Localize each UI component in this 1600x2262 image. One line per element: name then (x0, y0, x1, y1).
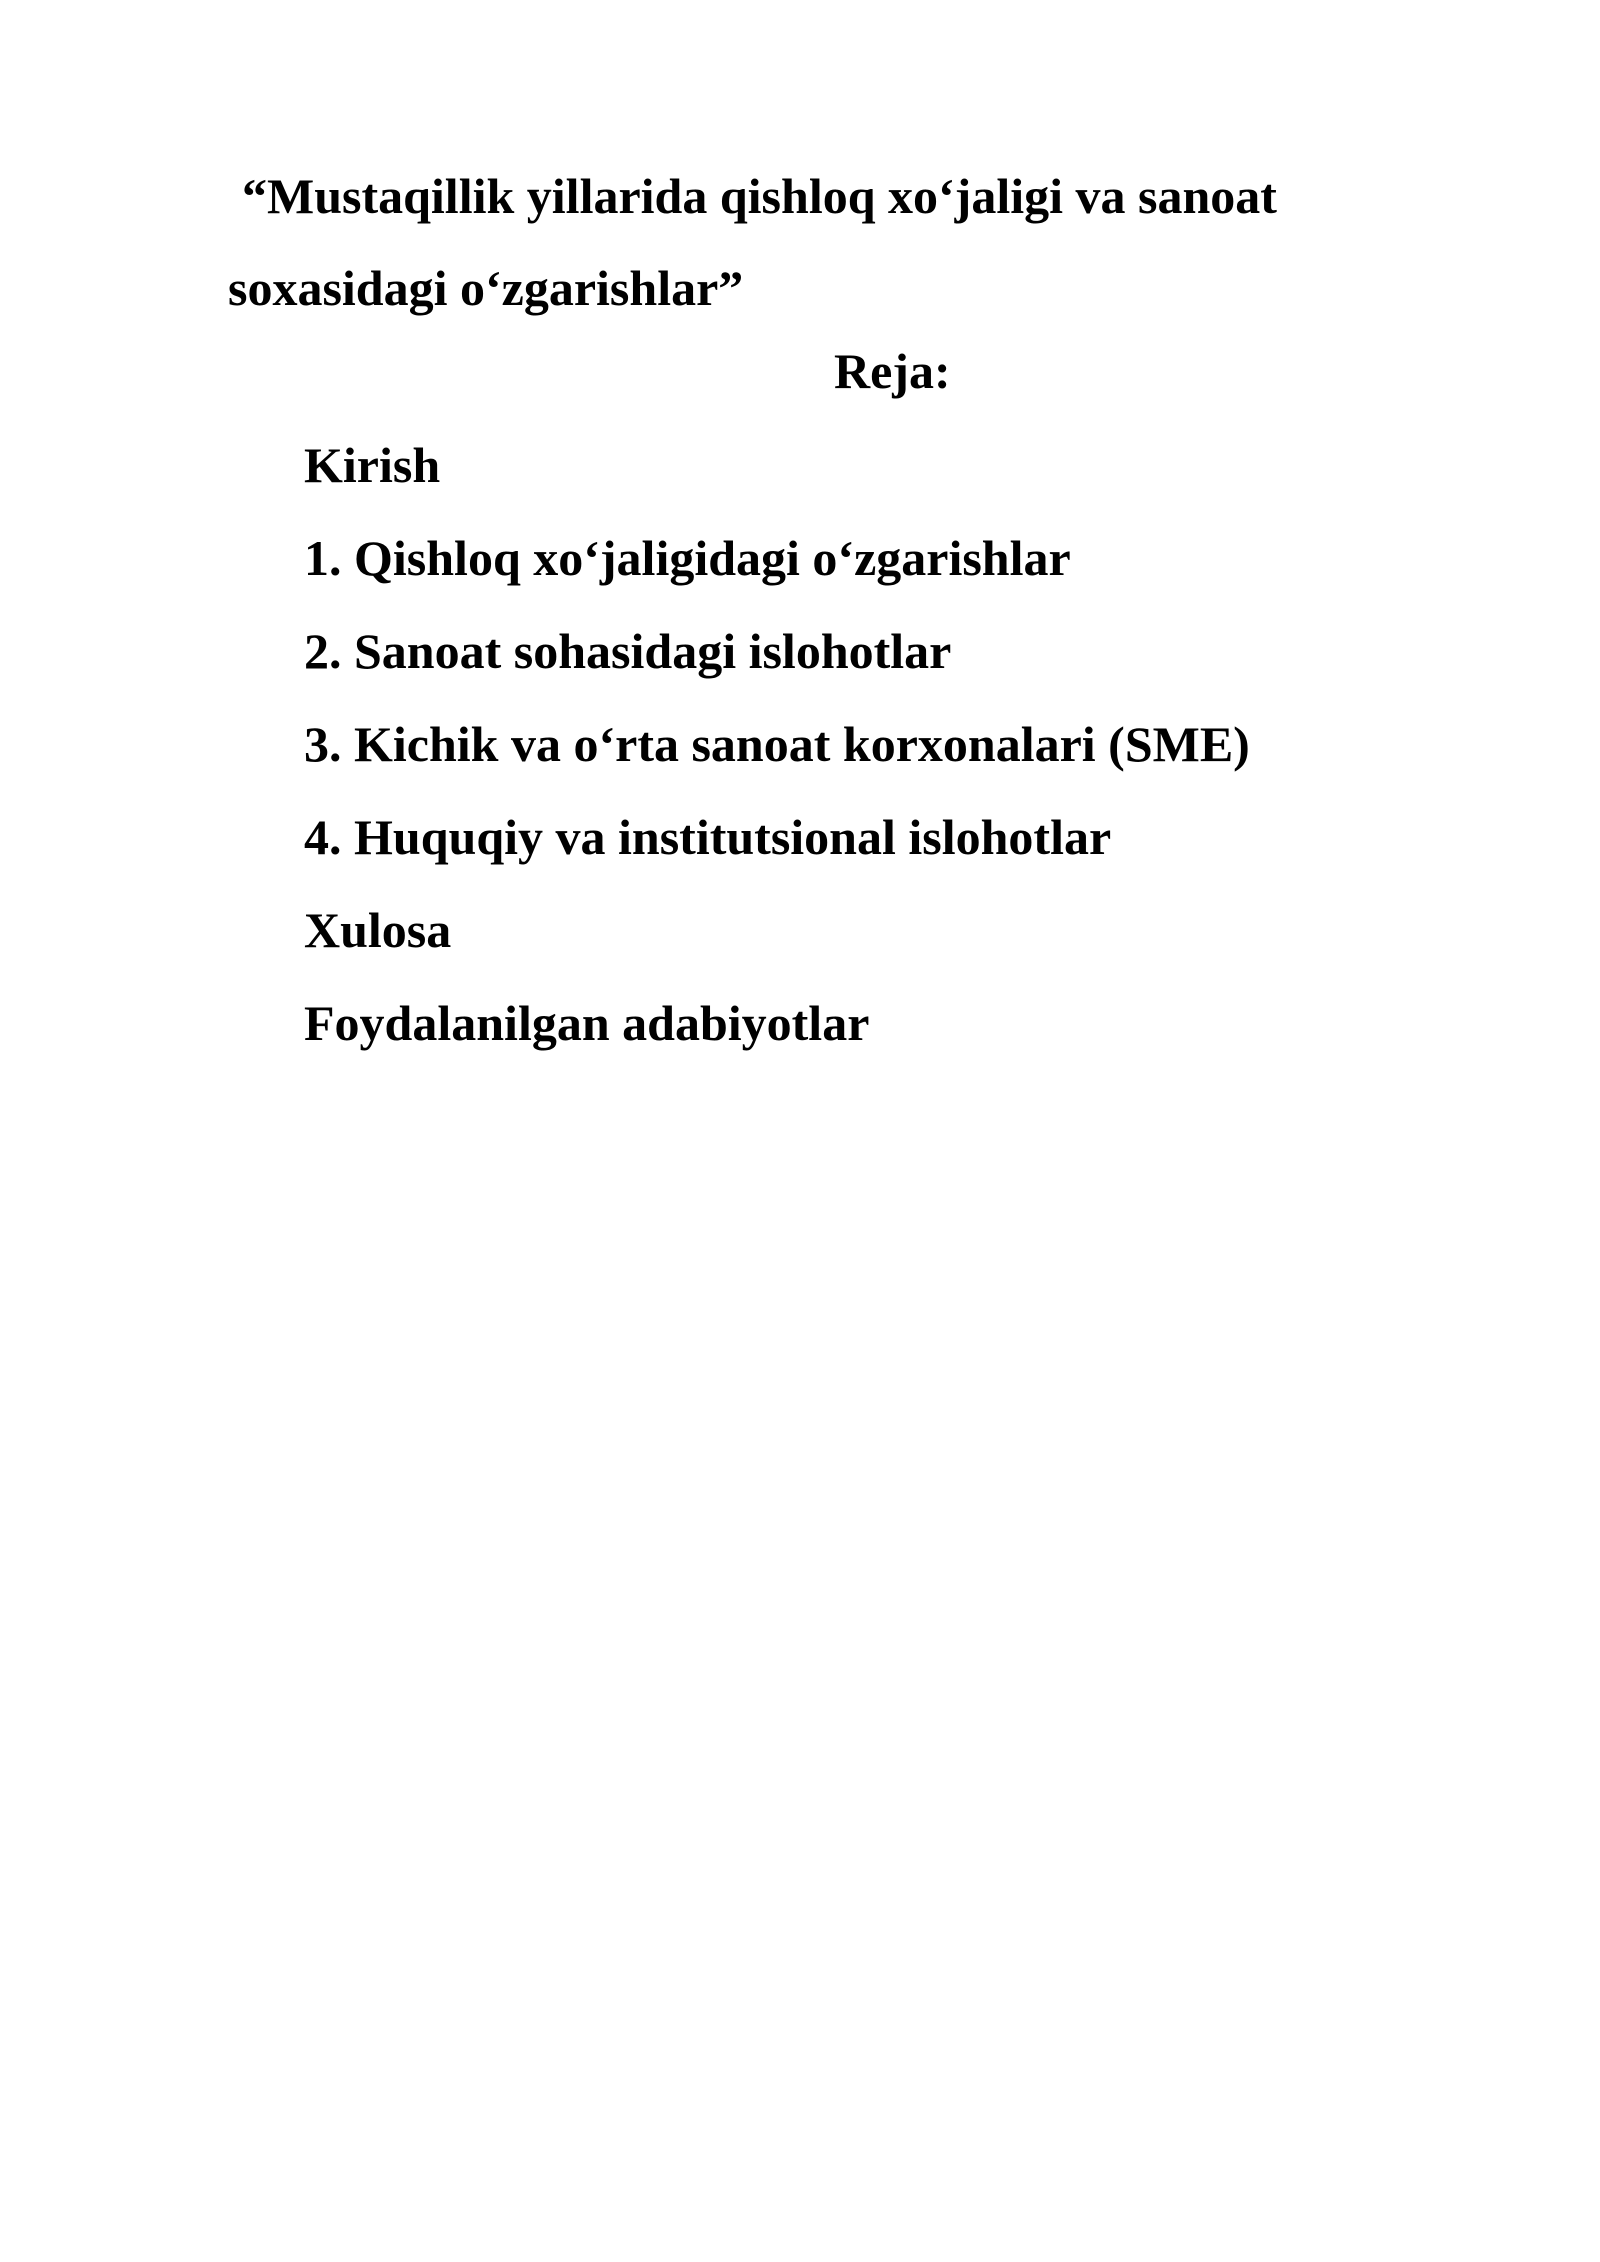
plan-list (304, 430, 1250, 1081)
title-line-2: soxasidagi o‘zgarishlar” (228, 260, 744, 316)
plan-item-conclusion: Xulosa (304, 902, 452, 958)
plan-heading: Reja: (834, 343, 951, 399)
plan-item-references: Foydalanilgan adabiyotlar (304, 995, 870, 1051)
plan-item-sme: 3. Kichik va o‘rta sanoat korxonalari (SME) (304, 716, 1250, 772)
title-line-1: “Mustaqillik yillarida qishloq xo‘jaligi va sanoat (242, 168, 1277, 224)
plan-item-legal-reforms: 4. Huquqiy va institutsional islohotlar (304, 809, 1112, 865)
plan-item-industry: 2. Sanoat sohasidagi islohotlar (304, 623, 952, 679)
plan-item-agriculture: 1. Qishloq xo‘jaligidagi o‘zgarishlar (304, 530, 1071, 586)
plan-item-introduction: Kirish (304, 437, 441, 493)
document-title (228, 150, 1408, 334)
